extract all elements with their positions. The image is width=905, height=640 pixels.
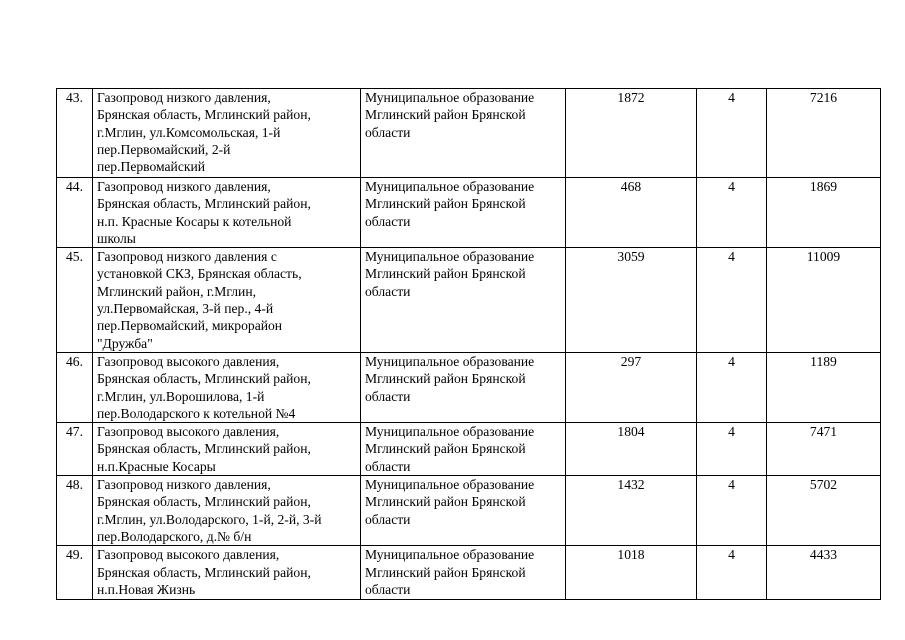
col5-value: 4 (697, 352, 767, 422)
col6-value: 1869 (767, 178, 881, 248)
owner-name: Муниципальное образование Мглинский район Брянской области (361, 178, 566, 248)
table-row (57, 89, 881, 178)
col5-value: 4 (697, 423, 767, 476)
length-value: 1432 (566, 476, 697, 546)
owner-name: Муниципальное образование Мглинский район Брянской области (361, 89, 566, 178)
owner-name: Муниципальное образование Мглинский район Брянской области (361, 423, 566, 476)
object-name: Газопровод низкого давления, Брянская область, Мглинский район, г.Мглин, ул.Комсомольская, 1-й пер.Первомайский, 2-й пер.Первомайский (93, 89, 361, 178)
object-name: Газопровод низкого давления с установкой СКЗ, Брянская область, Мглинский район, г.Мглин, ул.Первомайская, 3-й пер., 4-й пер.Первомайский, микрорайон "Дружба" (93, 248, 361, 353)
col6-value: 11009 (767, 248, 881, 353)
col5-value: 4 (697, 476, 767, 546)
col6-value: 7471 (767, 423, 881, 476)
length-value: 468 (566, 178, 697, 248)
row-number: 48. (57, 476, 93, 546)
col5-value: 4 (697, 248, 767, 353)
row-number: 43. (57, 89, 93, 178)
col6-value: 1189 (767, 352, 881, 422)
object-name: Газопровод высокого давления, Брянская область, Мглинский район, г.Мглин, ул.Ворошилова, 1-й пер.Володарского к котельной №4 (93, 352, 361, 422)
table-row (57, 352, 881, 422)
length-value: 1018 (566, 546, 697, 600)
table-row (57, 546, 881, 600)
row-number: 49. (57, 546, 93, 600)
col6-value: 7216 (767, 89, 881, 178)
owner-name: Муниципальное образование Мглинский район Брянской области (361, 476, 566, 546)
table-row (57, 248, 881, 353)
gas-pipeline-table (56, 88, 881, 600)
object-name: Газопровод высокого давления, Брянская область, Мглинский район, н.п.Новая Жизнь (93, 546, 361, 600)
length-value: 1804 (566, 423, 697, 476)
col6-value: 4433 (767, 546, 881, 600)
row-number: 45. (57, 248, 93, 353)
length-value: 1872 (566, 89, 697, 178)
col5-value: 4 (697, 178, 767, 248)
owner-name: Муниципальное образование Мглинский район Брянской области (361, 248, 566, 353)
object-name: Газопровод высокого давления, Брянская область, Мглинский район, н.п.Красные Косары (93, 423, 361, 476)
object-name: Газопровод низкого давления, Брянская область, Мглинский район, н.п. Красные Косары к котельной школы (93, 178, 361, 248)
table-row (57, 423, 881, 476)
length-value: 297 (566, 352, 697, 422)
row-number: 46. (57, 352, 93, 422)
col5-value: 4 (697, 89, 767, 178)
owner-name: Муниципальное образование Мглинский район Брянской области (361, 546, 566, 600)
object-name: Газопровод низкого давления, Брянская область, Мглинский район, г.Мглин, ул.Володарского, 1-й, 2-й, 3-й пер.Володарского, д.№ б/н (93, 476, 361, 546)
row-number: 44. (57, 178, 93, 248)
col5-value: 4 (697, 546, 767, 600)
table-row (57, 476, 881, 546)
length-value: 3059 (566, 248, 697, 353)
col6-value: 5702 (767, 476, 881, 546)
owner-name: Муниципальное образование Мглинский район Брянской области (361, 352, 566, 422)
row-number: 47. (57, 423, 93, 476)
table-row (57, 178, 881, 248)
